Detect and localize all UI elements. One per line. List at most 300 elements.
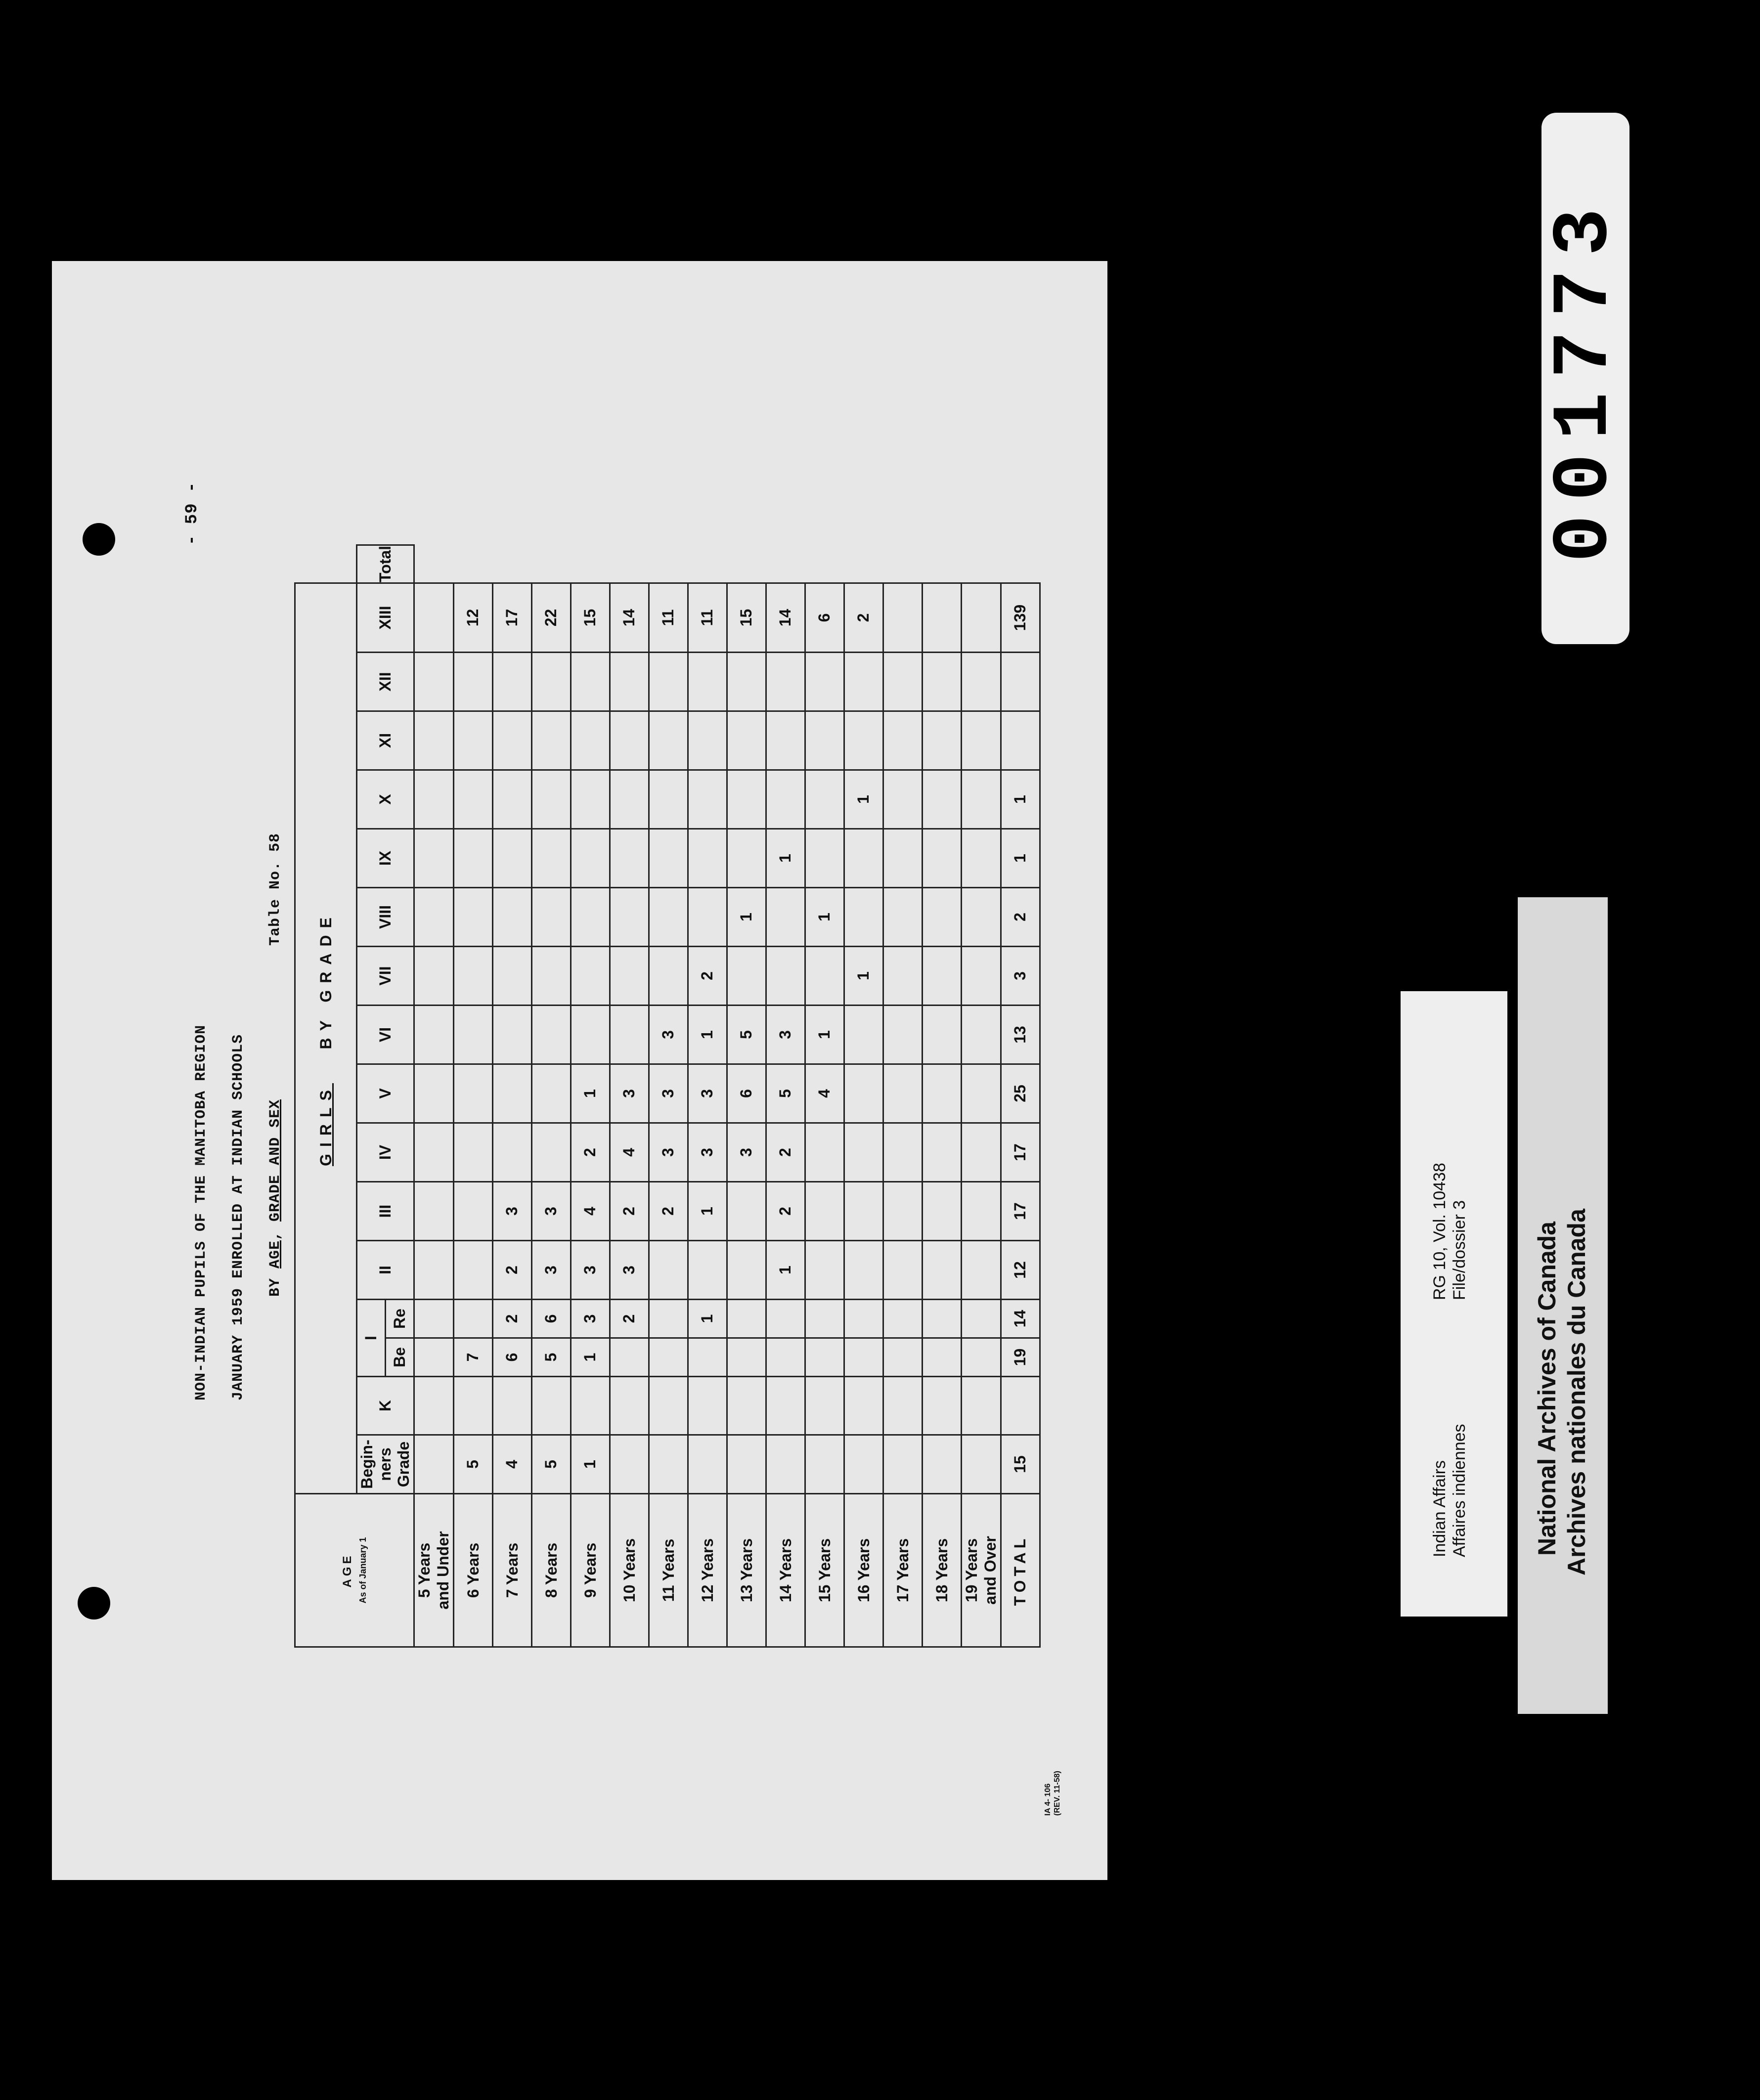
data-cell [922,1182,961,1241]
table-row [961,545,1001,1647]
data-cell: 2 [571,1123,610,1182]
data-cell [414,1300,454,1338]
data-cell: 15 [727,583,766,653]
data-cell [492,1064,531,1123]
data-cell [805,829,844,888]
data-cell: 2 [492,1241,531,1300]
age-subtitle: As of January 1 [358,1537,368,1604]
data-cell: 1 [805,888,844,947]
data-cell [922,947,961,1006]
be-header: Be [386,1338,414,1377]
data-cell [844,1435,883,1494]
data-cell [922,653,961,711]
data-cell [766,653,805,711]
data-cell [922,583,961,653]
data-cell [805,1123,844,1182]
data-cell [453,770,492,829]
data-cell [883,1377,922,1435]
data-cell [649,770,688,829]
document-page [52,261,1107,1880]
data-cell [453,1300,492,1338]
total-cell: 3 [1001,947,1040,1006]
data-cell: 5 [766,1064,805,1123]
data-cell: 1 [688,1006,727,1064]
data-cell [922,770,961,829]
data-cell: 6 [492,1338,531,1377]
data-cell: 11 [649,583,688,653]
data-cell [922,1377,961,1435]
data-cell [414,829,454,888]
data-cell: 1 [844,947,883,1006]
data-cell [688,1377,727,1435]
data-cell: 22 [531,583,571,653]
data-cell: 2 [766,1123,805,1182]
table-number: Table No. 58 [267,832,284,946]
data-cell [610,947,649,1006]
data-cell [414,1241,454,1300]
grade-header-vii: VII [357,947,414,1006]
data-cell: 1 [766,829,805,888]
data-cell [727,770,766,829]
data-cell [571,888,610,947]
data-cell [805,1377,844,1435]
data-cell [805,1300,844,1338]
archives-line-2: Archives nationales du Canada [1563,1209,1590,1575]
data-cell [649,1435,688,1494]
data-cell [688,1435,727,1494]
data-cell [961,1377,1001,1435]
data-cell: 12 [453,583,492,653]
data-cell [453,1241,492,1300]
total-cell: 17 [1001,1182,1040,1241]
data-cell [922,1435,961,1494]
data-cell [844,1338,883,1377]
total-cell: 2 [1001,888,1040,947]
grade-i-header: I [357,1300,386,1377]
title-line-1: NON-INDIAN PUPILS OF THE MANITOBA REGION [193,1024,210,1400]
age-cell: 9 Years [571,1494,610,1647]
data-cell: 3 [688,1064,727,1123]
table-row [571,545,610,1647]
total-header: Total [357,545,414,583]
data-cell [414,583,454,653]
age-cell: 7 Years [492,1494,531,1647]
data-cell [961,583,1001,653]
data-cell: 1 [688,1182,727,1241]
data-cell [961,770,1001,829]
data-cell [883,1338,922,1377]
data-cell [610,711,649,770]
total-cell: 1 [1001,770,1040,829]
data-cell [688,1241,727,1300]
reel-number: 001773 [1540,194,1630,563]
data-cell [531,888,571,947]
data-cell [844,888,883,947]
data-cell [961,829,1001,888]
grade-header-x: X [357,770,414,829]
data-cell [844,1377,883,1435]
data-cell [766,1338,805,1377]
data-cell: 2 [610,1182,649,1241]
table-row [531,545,571,1647]
data-cell [961,653,1001,711]
data-cell [844,1123,883,1182]
data-cell [922,711,961,770]
archives-line-1: National Archives of Canada [1533,1221,1561,1556]
data-cell [961,1182,1001,1241]
total-cell: 1 [1001,829,1040,888]
data-cell [414,888,454,947]
data-cell [844,1182,883,1241]
data-cell [961,1338,1001,1377]
data-cell: 3 [610,1241,649,1300]
data-cell [727,711,766,770]
total-cell: 14 [1001,1300,1040,1338]
data-cell [571,711,610,770]
data-cell: 3 [492,1182,531,1241]
rotated-page-content [52,261,1107,1880]
data-cell: 3 [727,1123,766,1182]
data-cell [922,1241,961,1300]
data-cell [727,947,766,1006]
data-cell [531,711,571,770]
enrolment-table [294,544,1041,1648]
age-cell: 18 Years [922,1494,961,1647]
data-cell [727,653,766,711]
total-cell [1001,653,1040,711]
table-row [766,545,805,1647]
data-cell [649,1377,688,1435]
data-cell: 5 [727,1006,766,1064]
data-cell [610,770,649,829]
data-cell [922,1064,961,1123]
age-cell: 15 Years [805,1494,844,1647]
data-cell [649,711,688,770]
data-cell [961,1123,1001,1182]
data-cell: 4 [571,1182,610,1241]
data-cell: 3 [571,1241,610,1300]
title-line-3: BY AGE, GRADE AND SEX [267,1099,284,1297]
data-cell [883,1182,922,1241]
data-cell [805,711,844,770]
data-cell [883,653,922,711]
data-cell [453,1006,492,1064]
data-cell [883,711,922,770]
data-cell [883,888,922,947]
total-cell: 139 [1001,583,1040,653]
data-cell [688,1338,727,1377]
data-cell [571,653,610,711]
data-cell [414,711,454,770]
data-cell: 6 [727,1064,766,1123]
data-cell [610,829,649,888]
data-cell [961,1300,1001,1338]
data-cell: 1 [688,1300,727,1338]
data-cell [414,947,454,1006]
data-cell: 5 [453,1435,492,1494]
data-cell [883,1241,922,1300]
data-cell [766,1300,805,1338]
title-age: AGE [267,1240,284,1269]
data-cell [531,947,571,1006]
data-cell: 2 [688,947,727,1006]
data-cell [453,1377,492,1435]
age-cell: 13 Years [727,1494,766,1647]
data-cell: 3 [766,1006,805,1064]
label-ref-1: RG 10, Vol. 10438 [1430,1163,1449,1300]
data-cell [688,888,727,947]
grade-header-vi: VI [357,1006,414,1064]
data-cell [610,1338,649,1377]
data-cell [805,653,844,711]
data-cell [492,829,531,888]
data-cell: 3 [688,1123,727,1182]
data-cell [649,1241,688,1300]
data-cell [492,1006,531,1064]
grade-header-iv: IV [357,1123,414,1182]
page-number: - 59 - [183,481,202,545]
data-cell [961,1064,1001,1123]
form-code: IA 4- 106 (REV. 11-58) [1044,1770,1062,1816]
data-cell [414,1377,454,1435]
data-cell [961,1435,1001,1494]
data-cell [883,770,922,829]
data-cell: 1 [805,1006,844,1064]
age-cell: 14 Years [766,1494,805,1647]
data-cell: 3 [571,1300,610,1338]
data-cell [531,1064,571,1123]
grade-header-iii: III [357,1182,414,1241]
data-cell: 3 [531,1182,571,1241]
total-cell [1001,1377,1040,1435]
grade-header-xi: XI [357,711,414,770]
data-cell [492,1123,531,1182]
table-row [610,545,649,1647]
data-cell: 3 [649,1123,688,1182]
data-cell [453,1123,492,1182]
data-cell [961,711,1001,770]
data-cell [453,1182,492,1241]
grade-header-xiii: XIII [357,583,414,653]
data-cell: 1 [844,770,883,829]
data-cell [453,1064,492,1123]
data-cell: 2 [610,1300,649,1338]
data-cell [531,770,571,829]
data-cell [766,1435,805,1494]
by-grade-label: BY GRADE [316,911,335,1050]
data-cell [688,653,727,711]
data-cell: 17 [492,583,531,653]
data-cell: 5 [531,1435,571,1494]
age-cell: 8 Years [531,1494,571,1647]
age-cell: 10 Years [610,1494,649,1647]
data-cell [844,1241,883,1300]
data-cell [453,888,492,947]
data-cell [414,770,454,829]
data-cell [492,888,531,947]
age-cell: 19 Years and Over [961,1494,1001,1647]
data-cell: 4 [610,1123,649,1182]
age-cell: 17 Years [883,1494,922,1647]
data-cell [922,1123,961,1182]
age-header [295,1494,414,1647]
data-cell: 1 [571,1338,610,1377]
data-cell [414,1338,454,1377]
data-cell [805,947,844,1006]
data-cell [492,770,531,829]
total-cell: 19 [1001,1338,1040,1377]
data-cell: 6 [531,1300,571,1338]
data-cell [883,1064,922,1123]
k-header: K [357,1377,414,1435]
grade-header-ii: II [357,1241,414,1300]
data-cell [883,1300,922,1338]
data-cell [883,1435,922,1494]
reel-number-tag [1541,113,1629,644]
data-cell: 3 [649,1006,688,1064]
grade-header-v: V [357,1064,414,1123]
grade-header-viii: VIII [357,888,414,947]
data-cell: 11 [688,583,727,653]
age-cell: 5 Years and Under [414,1494,454,1647]
data-cell: 1 [571,1064,610,1123]
data-cell: 5 [531,1338,571,1377]
data-cell [727,1338,766,1377]
data-cell: 4 [805,1064,844,1123]
data-cell [531,1377,571,1435]
table-row [414,545,454,1647]
table-row [922,545,961,1647]
data-cell [414,1435,454,1494]
total-cell: 17 [1001,1123,1040,1182]
data-cell [414,653,454,711]
data-cell [922,1338,961,1377]
table-row [727,545,766,1647]
data-cell [727,1435,766,1494]
data-cell [727,1377,766,1435]
data-cell [727,1241,766,1300]
data-cell [492,711,531,770]
data-cell: 3 [610,1064,649,1123]
data-cell [649,947,688,1006]
data-cell [922,1006,961,1064]
data-cell [649,888,688,947]
data-cell [610,1006,649,1064]
data-cell [805,1338,844,1377]
data-cell [805,770,844,829]
table-row [453,545,492,1647]
data-cell [766,888,805,947]
data-cell [453,653,492,711]
age-cell: 16 Years [844,1494,883,1647]
data-cell [805,1435,844,1494]
data-cell [531,1123,571,1182]
data-cell [414,1064,454,1123]
label-ref-2: File/dossier 3 [1450,1200,1469,1300]
data-cell [492,653,531,711]
data-cell [961,1241,1001,1300]
total-cell [1001,711,1040,770]
data-cell [610,653,649,711]
data-cell: 2 [766,1182,805,1241]
data-cell [453,711,492,770]
age-cell: 6 Years [453,1494,492,1647]
data-cell: 7 [453,1338,492,1377]
data-cell [727,829,766,888]
archives-label [1518,897,1608,1714]
data-cell [844,829,883,888]
total-row [1001,545,1040,1647]
data-cell [883,583,922,653]
age-cell: 12 Years [688,1494,727,1647]
data-cell [844,1300,883,1338]
age-cell: 11 Years [649,1494,688,1647]
data-cell [571,1377,610,1435]
data-cell [766,947,805,1006]
data-cell [766,1377,805,1435]
data-cell: 15 [571,583,610,653]
table-row [844,545,883,1647]
data-cell [883,1006,922,1064]
data-cell [453,829,492,888]
data-cell [610,1435,649,1494]
data-cell [805,1182,844,1241]
data-cell: 6 [805,583,844,653]
data-cell [883,1123,922,1182]
data-cell [649,653,688,711]
girls-by-grade-header [295,583,357,1494]
table-row [492,545,531,1647]
data-cell: 2 [649,1182,688,1241]
data-cell [961,888,1001,947]
data-cell [414,1182,454,1241]
data-cell [727,1300,766,1338]
data-cell [571,947,610,1006]
data-cell: 1 [766,1241,805,1300]
data-cell: 3 [531,1241,571,1300]
data-cell [844,1064,883,1123]
data-cell: 4 [492,1435,531,1494]
table-row [688,545,727,1647]
data-cell [922,829,961,888]
data-cell [844,1006,883,1064]
data-cell: 1 [571,1435,610,1494]
girls-label: GIRLS [316,1083,335,1166]
data-cell: 1 [727,888,766,947]
data-cell [649,1300,688,1338]
data-cell [844,711,883,770]
data-cell [571,770,610,829]
data-cell: 2 [844,583,883,653]
data-cell [610,888,649,947]
grade-header-ix: IX [357,829,414,888]
table-row [805,545,844,1647]
data-cell [571,829,610,888]
data-cell: 2 [492,1300,531,1338]
data-cell [766,711,805,770]
data-cell [766,770,805,829]
label-line-2: Affaires indiennes [1450,1424,1469,1557]
age-title: AGE [340,1553,354,1588]
data-cell [453,947,492,1006]
data-cell [688,770,727,829]
data-cell [571,1006,610,1064]
data-cell [414,1006,454,1064]
data-cell [649,829,688,888]
data-cell [883,829,922,888]
data-cell [883,947,922,1006]
title-grade: GRADE AND SEX [267,1099,284,1222]
